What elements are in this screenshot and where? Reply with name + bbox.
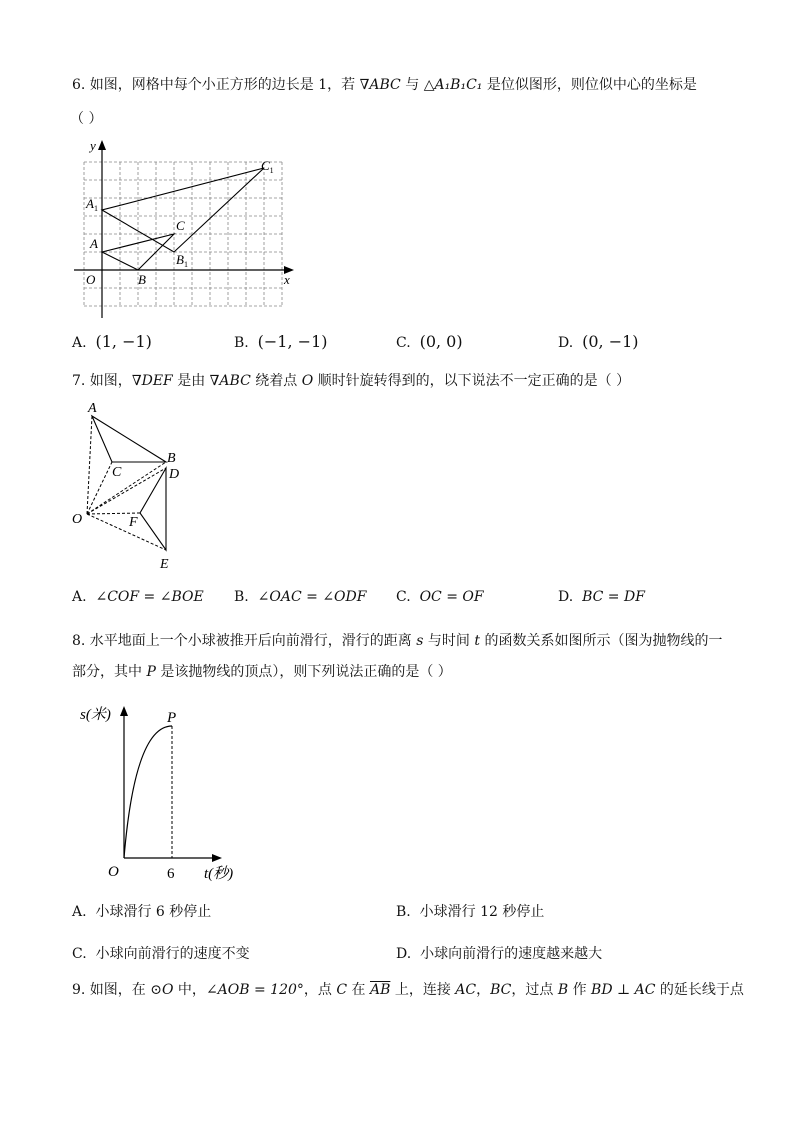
- option-letter: A.: [72, 589, 87, 605]
- q8-text: 是该抛物线的顶点），则下列说法正确的是（ ）: [155, 664, 452, 680]
- q7-label-a: A: [88, 401, 97, 416]
- q9-text: ，: [476, 982, 491, 998]
- q9-angle-aob: ∠AOB = 120°: [205, 982, 304, 998]
- q7-rotation-figure: [70, 400, 190, 575]
- q8-option-c[interactable]: [72, 943, 250, 963]
- q6-triangle-a1b1c1-shape: [102, 168, 264, 252]
- q8-parabola-graph: [76, 700, 256, 885]
- q6-label-c1: $C_1$: [261, 158, 274, 175]
- q7-option-a[interactable]: [72, 589, 204, 605]
- q8-text: 的函数关系如图所示（图为抛物线的一: [480, 633, 723, 649]
- option-value: (0, 0): [419, 332, 463, 351]
- q7-text: 顺时针旋转得到的，以下说法不一定正确的是（ ）: [313, 373, 631, 389]
- option-letter: D.: [396, 946, 412, 962]
- q9-text: 在: [347, 982, 370, 998]
- option-value: 小球滑行 6 秒停止: [95, 904, 212, 920]
- q8-stem-line2: [72, 661, 452, 681]
- q8-stem-line1: [72, 630, 722, 650]
- q8-label-six: 6: [167, 866, 175, 882]
- q8-text: 与时间: [423, 633, 475, 649]
- q6-grid-figure: [72, 138, 302, 318]
- q9-point-c: C: [336, 982, 348, 998]
- option-letter: B.: [396, 904, 411, 920]
- option-value: (0, −1): [582, 332, 639, 351]
- q6-option-a[interactable]: [72, 332, 152, 351]
- option-value: (1, −1): [95, 332, 152, 351]
- q6-label-c: C: [176, 218, 185, 233]
- q6-triangle-abc: ∇ABC: [359, 77, 401, 93]
- q7-option-d[interactable]: [558, 589, 645, 605]
- option-letter: B.: [234, 589, 249, 605]
- option-letter: C.: [396, 335, 411, 351]
- option-value: 小球滑行 12 秒停止: [419, 904, 545, 920]
- option-value: ∠COF = ∠BOE: [95, 589, 204, 605]
- option-letter: B.: [234, 335, 249, 351]
- q6-answer-paren: （ ）: [70, 111, 103, 127]
- q9-text: 的延长线于点: [655, 982, 744, 998]
- q7-triangle-abc-shape: [92, 416, 166, 462]
- q6-grid: [84, 162, 282, 306]
- q7-label-o: O: [72, 512, 83, 527]
- q6-text: 与: [400, 77, 424, 93]
- q9-text: ，过点: [511, 982, 558, 998]
- q9-text: 中，: [173, 982, 206, 998]
- q8-var-p: P: [146, 664, 156, 680]
- q7-label-e: E: [160, 557, 169, 572]
- option-value: OC = OF: [419, 589, 484, 605]
- q6-option-b[interactable]: [234, 332, 327, 351]
- q6-label-a1: $A_1$: [86, 196, 98, 213]
- option-letter: A.: [72, 904, 87, 920]
- q6-label-o: O: [86, 272, 96, 287]
- q8-label-o: O: [108, 864, 119, 880]
- q8-option-d[interactable]: [396, 943, 602, 963]
- q8-text: 8. 水平地面上一个小球被推开后向前滑行，滑行的距离: [72, 633, 417, 649]
- q8-ylabel: s(米): [80, 707, 111, 723]
- q9-stem: [72, 979, 744, 999]
- q6-label-y: y: [90, 138, 96, 153]
- q7-option-b[interactable]: [234, 589, 366, 605]
- q6-label-x: x: [284, 272, 290, 287]
- q7-label-f: F: [129, 515, 138, 530]
- q8-option-b[interactable]: [396, 901, 544, 921]
- q9-arc-ab: $\overline{AB}$: [369, 982, 391, 998]
- q7-stem: [72, 370, 630, 390]
- q8-label-p: P: [167, 710, 177, 726]
- q6-label-a: A: [90, 236, 98, 251]
- q8-text: 部分，其中: [72, 664, 147, 680]
- option-value: 小球向前滑行的速度不变: [95, 946, 250, 962]
- q8-option-a[interactable]: [72, 901, 211, 921]
- q6-triangle-a1b1c1: △A₁B₁C₁: [423, 77, 483, 93]
- q7-option-c[interactable]: [396, 589, 484, 605]
- q8-axes: [120, 706, 222, 862]
- q7-text: 绕着点: [250, 373, 302, 389]
- q7-triangle-def: ∇DEF: [131, 373, 173, 389]
- option-letter: A.: [72, 335, 87, 351]
- option-value: 小球向前滑行的速度越来越大: [420, 946, 603, 962]
- q6-text: 6. 如图，网格中每个小正方形的边长是 1，若: [72, 77, 360, 93]
- q7-label-c: C: [112, 465, 122, 480]
- q9-text: 作: [568, 982, 592, 998]
- q9-text: ，点: [303, 982, 337, 998]
- q6-stem: [72, 74, 697, 94]
- option-letter: D.: [558, 335, 574, 351]
- q9-segment-bc: BC: [490, 982, 512, 998]
- q7-triangle-abc: ∇ABC: [209, 373, 251, 389]
- q7-dashed-lines: [87, 416, 166, 550]
- q9-circle-o: ⊙O: [150, 982, 174, 998]
- q7-label-b: B: [167, 451, 176, 466]
- q6-text: 是位似图形，则位似中心的坐标是: [482, 77, 697, 93]
- option-letter: C.: [72, 946, 87, 962]
- q7-label-d: D: [169, 467, 180, 482]
- q8-parabola-curve: [124, 726, 172, 858]
- q6-label-b: B: [138, 272, 146, 287]
- q7-text: 是由: [172, 373, 210, 389]
- option-letter: D.: [558, 589, 574, 605]
- q8-var-s: s: [416, 633, 424, 649]
- q7-text: 7. 如图，: [72, 373, 132, 389]
- q6-label-b1: $B_1$: [176, 252, 188, 269]
- option-letter: C.: [396, 589, 411, 605]
- q9-point-b: B: [557, 982, 569, 998]
- q6-option-c[interactable]: [396, 332, 463, 351]
- q6-option-d[interactable]: [558, 332, 639, 351]
- q8-var-t: t: [474, 633, 480, 649]
- q8-xlabel: t(秒): [204, 866, 234, 882]
- option-value: ∠OAC = ∠ODF: [257, 589, 367, 605]
- q9-perpendicular: BD ⊥ AC: [591, 982, 656, 998]
- option-value: (−1, −1): [257, 332, 328, 351]
- q7-point-o: O: [301, 373, 314, 389]
- q9-text: 9. 如图，在: [72, 982, 151, 998]
- option-value: BC = DF: [582, 589, 645, 605]
- q9-text: 上，连接: [390, 982, 456, 998]
- q9-segment-ac: AC: [455, 982, 477, 998]
